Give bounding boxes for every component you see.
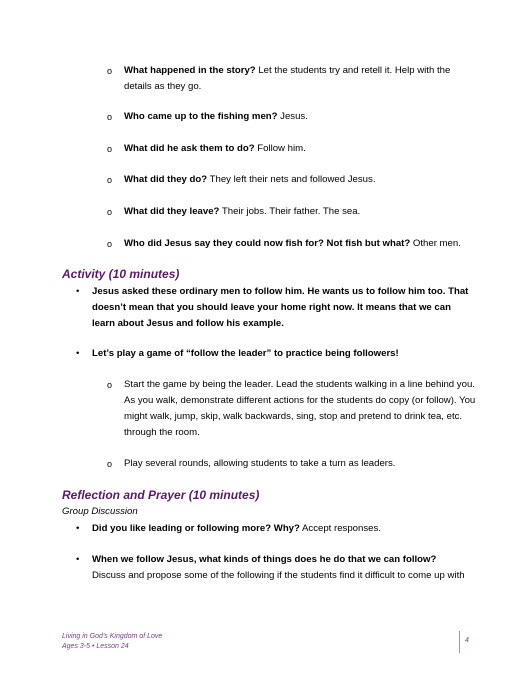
- question-label: What happened in the story?: [124, 65, 256, 76]
- question-text: [124, 63, 479, 95]
- question-item: [107, 141, 479, 157]
- question-answer: Jesus.: [277, 111, 308, 122]
- page-number: 4: [465, 637, 469, 644]
- activity-subitem: [107, 456, 479, 472]
- activity-subitem-text: Play several rounds, allowing students to take a turn as leaders.: [124, 458, 396, 469]
- activity-bullet: [76, 284, 476, 332]
- question-label: What did he ask them to do?: [124, 143, 255, 154]
- question-label: Who came up to the fishing men?: [124, 111, 278, 122]
- bullet-dot: •: [76, 348, 80, 359]
- question-text: [124, 236, 479, 252]
- question-item: [107, 236, 479, 252]
- question-answer: Let the students try and retell it. Help with the details as they go.: [124, 65, 451, 92]
- question-label: When we follow Jesus, what kinds of things does he do that we can follow?: [92, 554, 437, 565]
- reflection-bullet-text: [92, 552, 476, 584]
- footer-divider: [459, 631, 460, 653]
- question-answer: Follow him.: [254, 143, 306, 154]
- question-label: What did they do?: [124, 174, 208, 185]
- bullet-dot: •: [76, 286, 80, 297]
- question-item: [107, 204, 479, 220]
- activity-bullet-text: Jesus asked these ordinary men to follow him. He wants us to follow him too. That doesn’t mean that you should leave your home right now. It means that we can learn about Jesus and follow his example.: [92, 286, 469, 329]
- question-text: [124, 204, 479, 220]
- activity-subitem-text: Start the game by being the leader. Lead the students walking in a line behind you. As you walk, demonstrate different actions for the students do copy (or follow). You might walk, jump, skip, walk backwards, sing, stop and pretend to drink tea, etc. through the room.: [124, 379, 476, 438]
- activity-bullet: [76, 346, 476, 362]
- activity-bullet-text: Let’s play a game of “follow the leader” to practice being followers!: [92, 348, 399, 359]
- question-answer: Discuss and propose some of the following if the students find it difficult to come up with: [92, 570, 465, 581]
- question-answer: Other men.: [410, 238, 461, 249]
- activity-heading: Activity (10 minutes): [62, 267, 180, 281]
- question-text: [124, 172, 479, 188]
- question-answer: Their jobs. Their father. The sea.: [219, 206, 361, 217]
- question-text: [124, 141, 479, 157]
- list-marker: o: [107, 66, 113, 76]
- question-answer: They left their nets and followed Jesus.: [207, 174, 376, 185]
- group-discussion-label: Group Discussion: [62, 506, 138, 517]
- question-label: Did you like leading or following more? Why?: [92, 523, 300, 534]
- question-item: [107, 172, 479, 188]
- question-label: Who did Jesus say they could now fish for? Not fish but what?: [124, 238, 411, 249]
- activity-subitem: [107, 377, 479, 441]
- footer-subtitle: Ages 3-5 • Lesson 24: [62, 643, 129, 650]
- reflection-heading: Reflection and Prayer (10 minutes): [62, 488, 260, 502]
- list-marker: o: [107, 207, 113, 217]
- reflection-bullet: [76, 552, 476, 584]
- question-item: [107, 109, 479, 125]
- list-marker: o: [107, 380, 113, 390]
- question-text: [124, 109, 479, 125]
- question-label: What did they leave?: [124, 206, 220, 217]
- list-marker: o: [107, 144, 113, 154]
- list-marker: o: [107, 175, 113, 185]
- question-answer: Accept responses.: [299, 523, 381, 534]
- bullet-dot: •: [76, 523, 80, 534]
- question-item: [107, 63, 479, 95]
- list-marker: o: [107, 459, 113, 469]
- list-marker: o: [107, 239, 113, 249]
- footer: [62, 632, 162, 652]
- footer-title: Living in God’s Kingdom of Love: [62, 633, 163, 640]
- reflection-bullet: [76, 521, 476, 537]
- bullet-dot: •: [76, 554, 80, 565]
- reflection-bullet-text: [92, 521, 476, 537]
- list-marker: o: [107, 112, 113, 122]
